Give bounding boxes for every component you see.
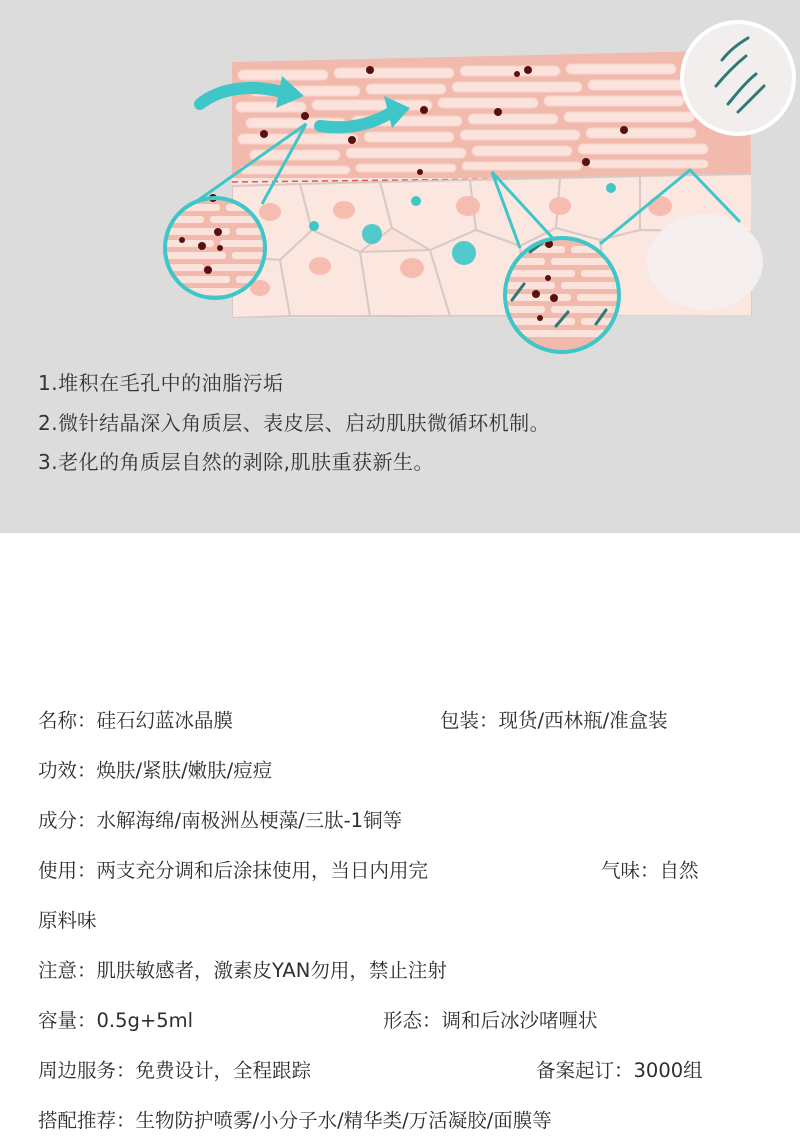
spec-volume: 容量：0.5g+5ml bbox=[38, 1009, 194, 1032]
spec-ingredients: 成分：水解海绵/南极洲丛梗藻/三肽-1铜等 bbox=[38, 809, 403, 832]
spec-notice: 注意：肌肤敏感者，激素皮YAN勿用，禁止注射 bbox=[38, 959, 447, 982]
spec-row-smell-cont bbox=[38, 896, 768, 946]
step-1: 1.堆积在毛孔中的油脂污垢 bbox=[38, 371, 284, 395]
spec-effect: 功效：焕肤/紧肤/嫩肤/痘痘 bbox=[38, 759, 273, 782]
spec-row-usage bbox=[38, 846, 768, 896]
spec-packaging: 包装：现货/西林瓶/准盒装 bbox=[440, 709, 668, 732]
spec-pairing: 搭配推荐：生物防护喷雾/小分子水/精华类/万活凝胶/面膜等 bbox=[38, 1109, 552, 1132]
magnifier-microneedle bbox=[505, 238, 621, 352]
spec-service: 周边服务：免费设计，全程跟踪 bbox=[38, 1059, 312, 1082]
infographic-panel bbox=[0, 0, 800, 533]
spec-row-effect bbox=[38, 746, 768, 796]
spec-form: 形态：调和后冰沙啫喱状 bbox=[383, 1009, 598, 1032]
step-2: 2.微针结晶深入角质层、表皮层、启动肌肤微循环机制。 bbox=[38, 410, 551, 435]
spec-usage: 使用：两支充分调和后涂抹使用，当日内用完 bbox=[38, 859, 429, 882]
spec-row-ingredients bbox=[38, 796, 768, 846]
process-steps bbox=[38, 364, 550, 483]
spec-row-service bbox=[38, 1046, 768, 1096]
product-specs bbox=[38, 696, 768, 1146]
magnifier-renewed-skin bbox=[682, 22, 794, 134]
spec-name: 名称：硅石幻蓝冰晶膜 bbox=[38, 709, 234, 732]
spec-moq: 备案起订：3000组 bbox=[536, 1059, 703, 1082]
spec-row-volume bbox=[38, 996, 768, 1046]
spec-row-pairing bbox=[38, 1096, 768, 1146]
spec-smell: 气味：自然 bbox=[601, 859, 699, 882]
skin-layer-illustration bbox=[0, 0, 800, 360]
spec-smell-continued: 原料味 bbox=[38, 909, 97, 932]
spec-row-notice bbox=[38, 946, 768, 996]
spec-row-name bbox=[38, 696, 768, 746]
step-3: 3.老化的角质层自然的剥除,肌肤重获新生。 bbox=[38, 450, 434, 474]
